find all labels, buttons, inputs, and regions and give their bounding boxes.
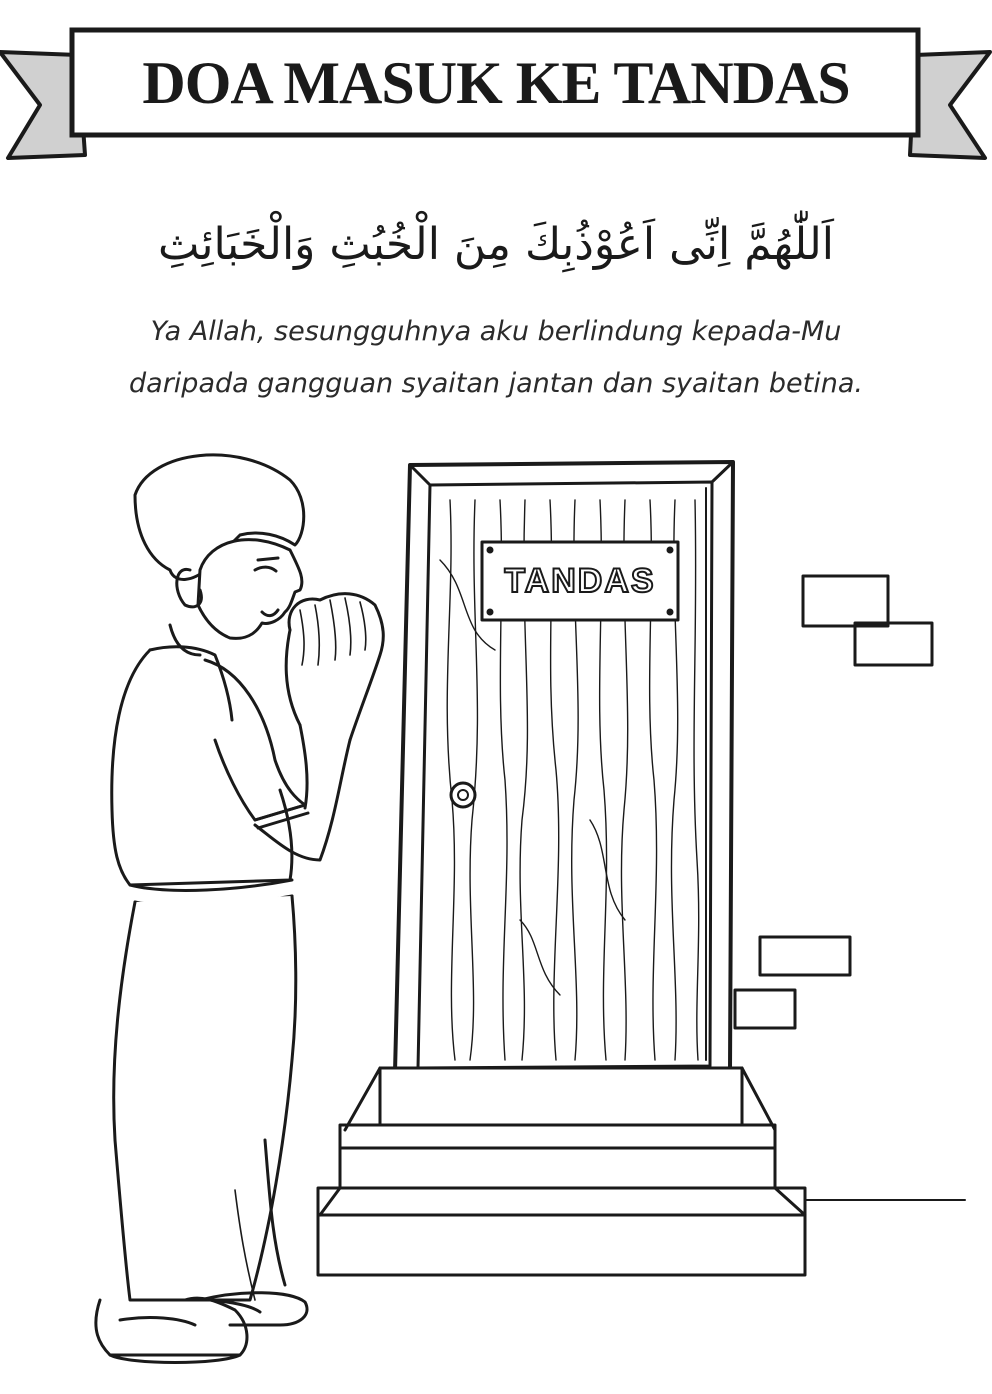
arabic-prayer: اَللّٰهُمَّ اِنِّى اَعُوْذُبِكَ مِنَ الْخُبُثِ وَالْخَبَائِثِ [158, 219, 834, 270]
page-title: DOA MASUK KE TANDAS [142, 49, 850, 116]
coloring-illustration [0, 440, 992, 1394]
translation-line-1: Ya Allah, sesungguhnya aku berlindung kepada-Mu [150, 316, 842, 347]
wall-bricks [735, 576, 932, 1028]
door-steps [318, 1068, 805, 1275]
door-sign-label: TANDAS [504, 562, 656, 600]
translation-line-2: daripada gangguan syaitan jantan dan syaitan betina. [129, 368, 863, 399]
